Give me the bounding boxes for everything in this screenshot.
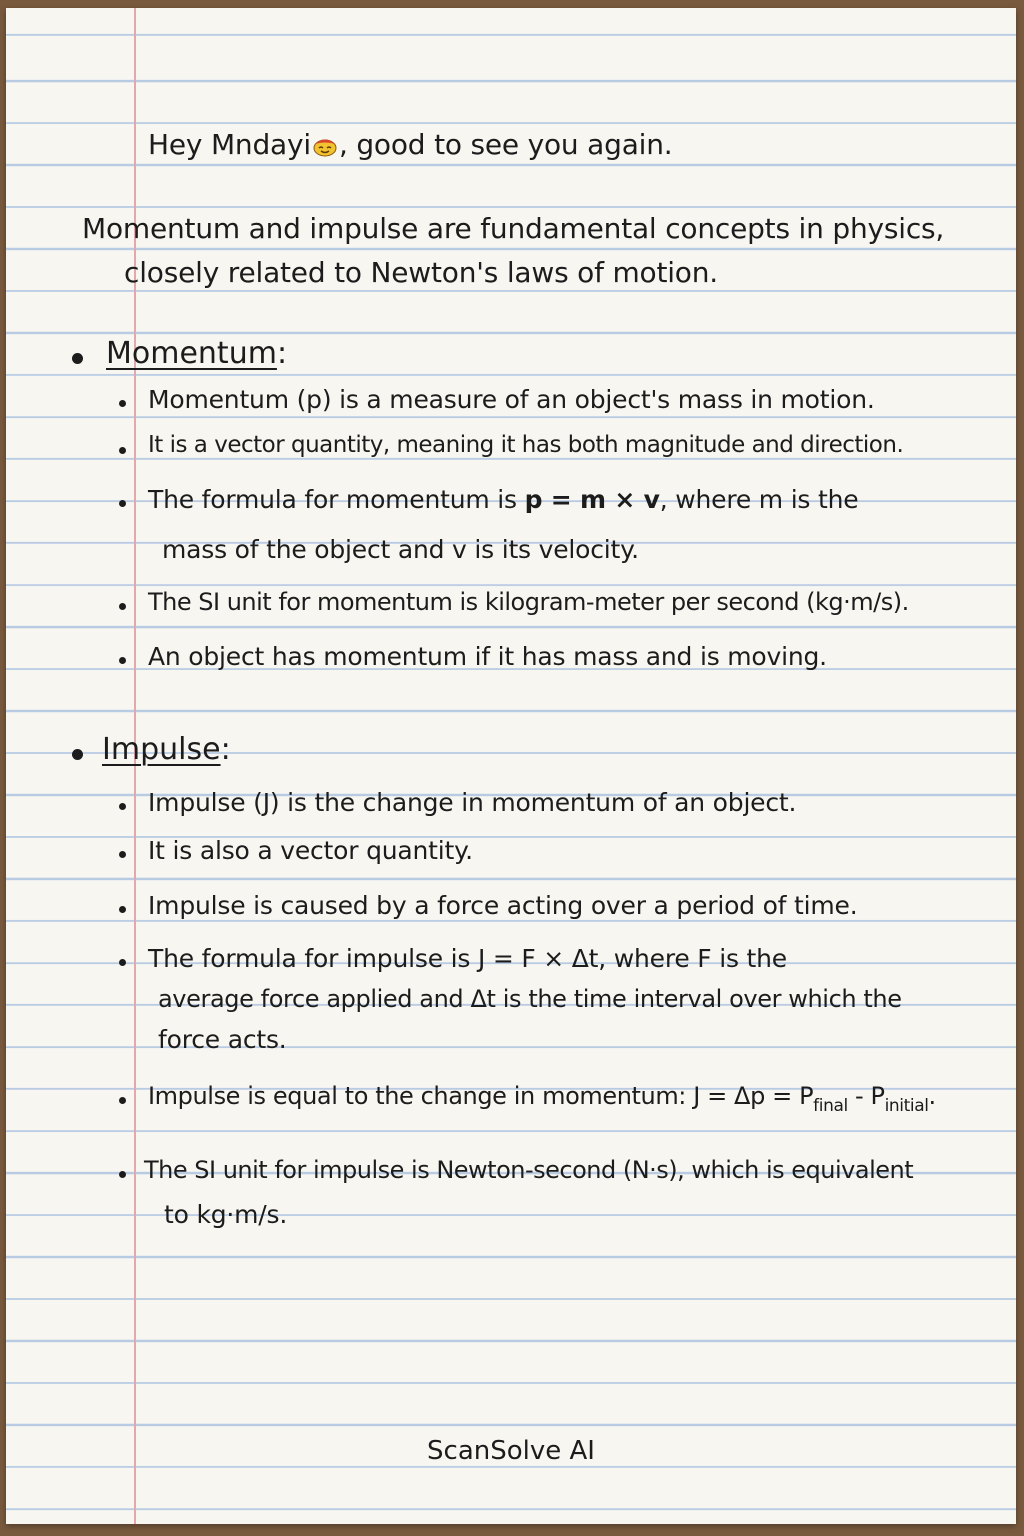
notebook-page [6,8,1016,1524]
momentum-bullet-2 [119,447,126,454]
momentum-point-2: It is a vector quantity, meaning it has both magnitude and direction. [148,432,904,458]
impulse-point-4-line-2: average force applied and Δt is the time interval over which the [158,985,902,1013]
impulse-bullet-1 [119,803,126,810]
momentum-heading-colon: : [276,336,288,371]
impulse-final-subscript: final [813,1096,848,1116]
greeting-before: Hey Mndayi [148,128,311,161]
impulse-point-5 [148,1082,936,1116]
greeting-after: , good to see you again. [338,128,673,161]
momentum-point-3-after: , where m is the [659,485,859,514]
impulse-point-6-line-1: The SI unit for impulse is Newton-second (N·s), which is equivalent [144,1156,914,1184]
momentum-bullet-1 [119,400,126,407]
impulse-point-2: It is also a vector quantity. [148,836,473,865]
intro-line-1: Momentum and impulse are fundamental concepts in physics, [82,212,945,245]
smiling-face-icon [312,135,338,157]
impulse-bullet-5 [119,1097,126,1104]
impulse-section-bullet [72,749,83,760]
impulse-heading-text: Impulse [102,732,221,767]
momentum-bullet-5 [119,657,126,664]
impulse-bullet-6 [119,1171,126,1178]
momentum-heading-text: Momentum [106,336,277,371]
impulse-point-5-before: Impulse is equal to the change in momentum: J = Δp = P [148,1082,814,1110]
impulse-heading-colon: : [220,732,231,767]
impulse-point-3: Impulse is caused by a force acting over a period of time. [148,891,858,920]
impulse-heading [102,732,231,767]
momentum-point-4: The SI unit for momentum is kilogram-meter per second (kg·m/s). [148,588,909,616]
intro-line-2: closely related to Newton's laws of motion. [124,256,718,289]
impulse-initial-subscript: initial [884,1096,929,1116]
impulse-bullet-2 [119,851,126,858]
momentum-point-5: An object has momentum if it has mass and is moving. [148,642,827,671]
momentum-heading [106,336,287,371]
impulse-point-4-line-1: The formula for impulse is J = F × Δt, where F is the [148,944,787,973]
momentum-point-3-before: The formula for momentum is [148,485,525,514]
momentum-point-3-line-2: mass of the object and v is its velocity. [162,535,639,564]
impulse-point-5-end: . [928,1082,936,1110]
impulse-point-1: Impulse (J) is the change in momentum of an object. [148,788,797,817]
momentum-bullet-4 [119,603,126,610]
momentum-bullet-3 [119,500,126,507]
impulse-point-4-line-3: force acts. [158,1025,287,1054]
momentum-point-1: Momentum (p) is a measure of an object's mass in motion. [148,385,875,414]
impulse-point-5-mid: - P [847,1082,885,1110]
greeting-line [148,128,672,161]
impulse-point-6-line-2: to kg·m/s. [164,1200,288,1229]
impulse-bullet-3 [119,906,126,913]
footer-brand: ScanSolve AI [427,1436,595,1466]
momentum-section-bullet [72,353,83,364]
impulse-bullet-4 [119,959,126,966]
momentum-formula: p = m × v [524,485,660,514]
momentum-point-3 [148,485,858,514]
